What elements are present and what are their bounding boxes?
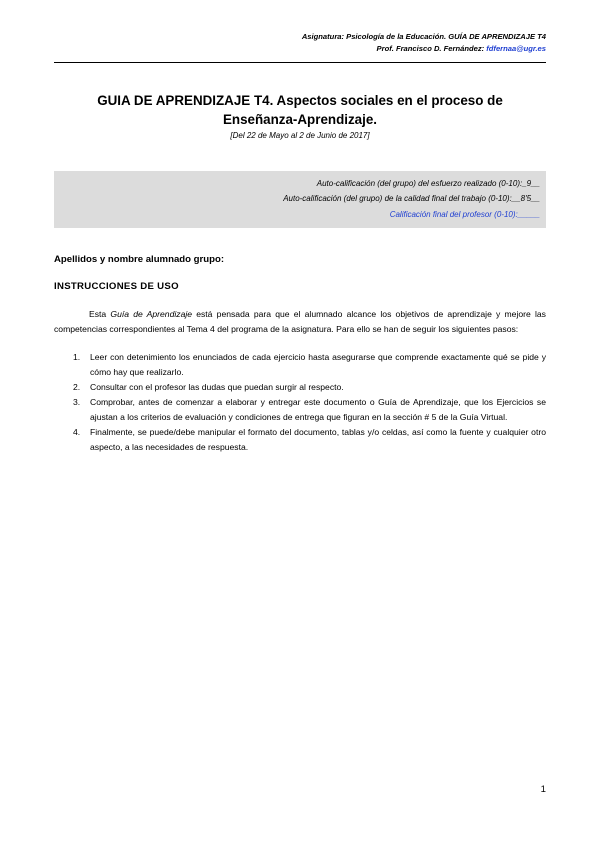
page-header	[302, 31, 546, 55]
header-email-link[interactable]: fdfernaa@ugr.es	[486, 44, 546, 53]
date-range: [Del 22 de Mayo al 2 de Junio de 2017]	[230, 131, 370, 140]
header-course-line: Asignatura: Psicología de la Educación. GUÍA DE APRENDIZAJE T4	[301, 32, 546, 41]
self-quality-value[interactable]: __8'5__	[511, 194, 540, 203]
page-title	[60, 91, 540, 129]
step-number: 4.	[73, 427, 81, 437]
self-effort-grade	[317, 179, 540, 188]
step-text: Finalmente, se puede/debe manipular el formato del documento, tablas y/o celdas, así como la fuente y cualquier otro aspecto, a las necesidades de respuesta.	[90, 427, 546, 452]
intro-text-before: Esta	[89, 309, 111, 319]
final-grade	[390, 210, 540, 219]
student-name-label: Apellidos y nombre alumnado grupo:	[54, 254, 225, 265]
step-text: Comprobar, antes de comenzar a elaborar y entregar este documento o Guía de Aprendizaje, que los Ejercicios se ajustan a los criterios de evaluación y condiciones de entrega que figuran en la sección # 5 de la Guía Virtual.	[90, 397, 546, 422]
title-line-2: Enseñanza-Aprendizaje.	[222, 112, 378, 127]
step-number: 2.	[73, 382, 81, 392]
header-professor-line	[302, 43, 546, 55]
self-quality-grade	[283, 194, 540, 203]
instructions-heading: INSTRUCCIONES DE USO	[54, 281, 179, 292]
instructions-intro	[54, 307, 546, 337]
self-effort-value[interactable]: _9__	[522, 179, 540, 188]
step-item	[54, 380, 546, 395]
final-grade-value[interactable]: _____	[517, 210, 540, 219]
step-item	[54, 350, 546, 380]
self-quality-label: Auto-calificación (del grupo) de la calidad final del trabajo (0-10):	[283, 194, 512, 203]
page-number: 1	[540, 784, 546, 795]
intro-text-after: está pensada para que el alumnado alcance los objetivos de aprendizaje y mejore las competencias correspondientes al Tema 4 del programa de la asignatura. Para ello se han de seguir los siguientes pasos:	[54, 309, 546, 334]
step-text: Leer con detenimiento los enunciados de cada ejercicio hasta asegurarse que comprende exactamente qué se pide y cómo hay que realizarlo.	[90, 352, 546, 377]
header-divider	[54, 62, 546, 63]
self-effort-label: Auto-calificación (del grupo) del esfuerzo realizado (0-10):	[316, 179, 523, 188]
header-professor-name: Prof. Francisco D. Fernández:	[376, 44, 487, 53]
step-number: 1.	[73, 352, 81, 362]
step-number: 3.	[73, 397, 81, 407]
title-line-1: GUIA DE APRENDIZAJE T4. Aspectos sociales en el proceso de	[97, 93, 503, 108]
intro-text-italic: Guía de Aprendizaje	[110, 309, 193, 319]
step-item	[54, 395, 546, 425]
grades-box	[54, 171, 546, 228]
instructions-steps	[54, 350, 546, 455]
step-item	[54, 425, 546, 455]
final-grade-label: Calificación final del profesor (0-10):	[389, 210, 518, 219]
step-text: Consultar con el profesor las dudas que puedan surgir al respecto.	[90, 382, 344, 392]
